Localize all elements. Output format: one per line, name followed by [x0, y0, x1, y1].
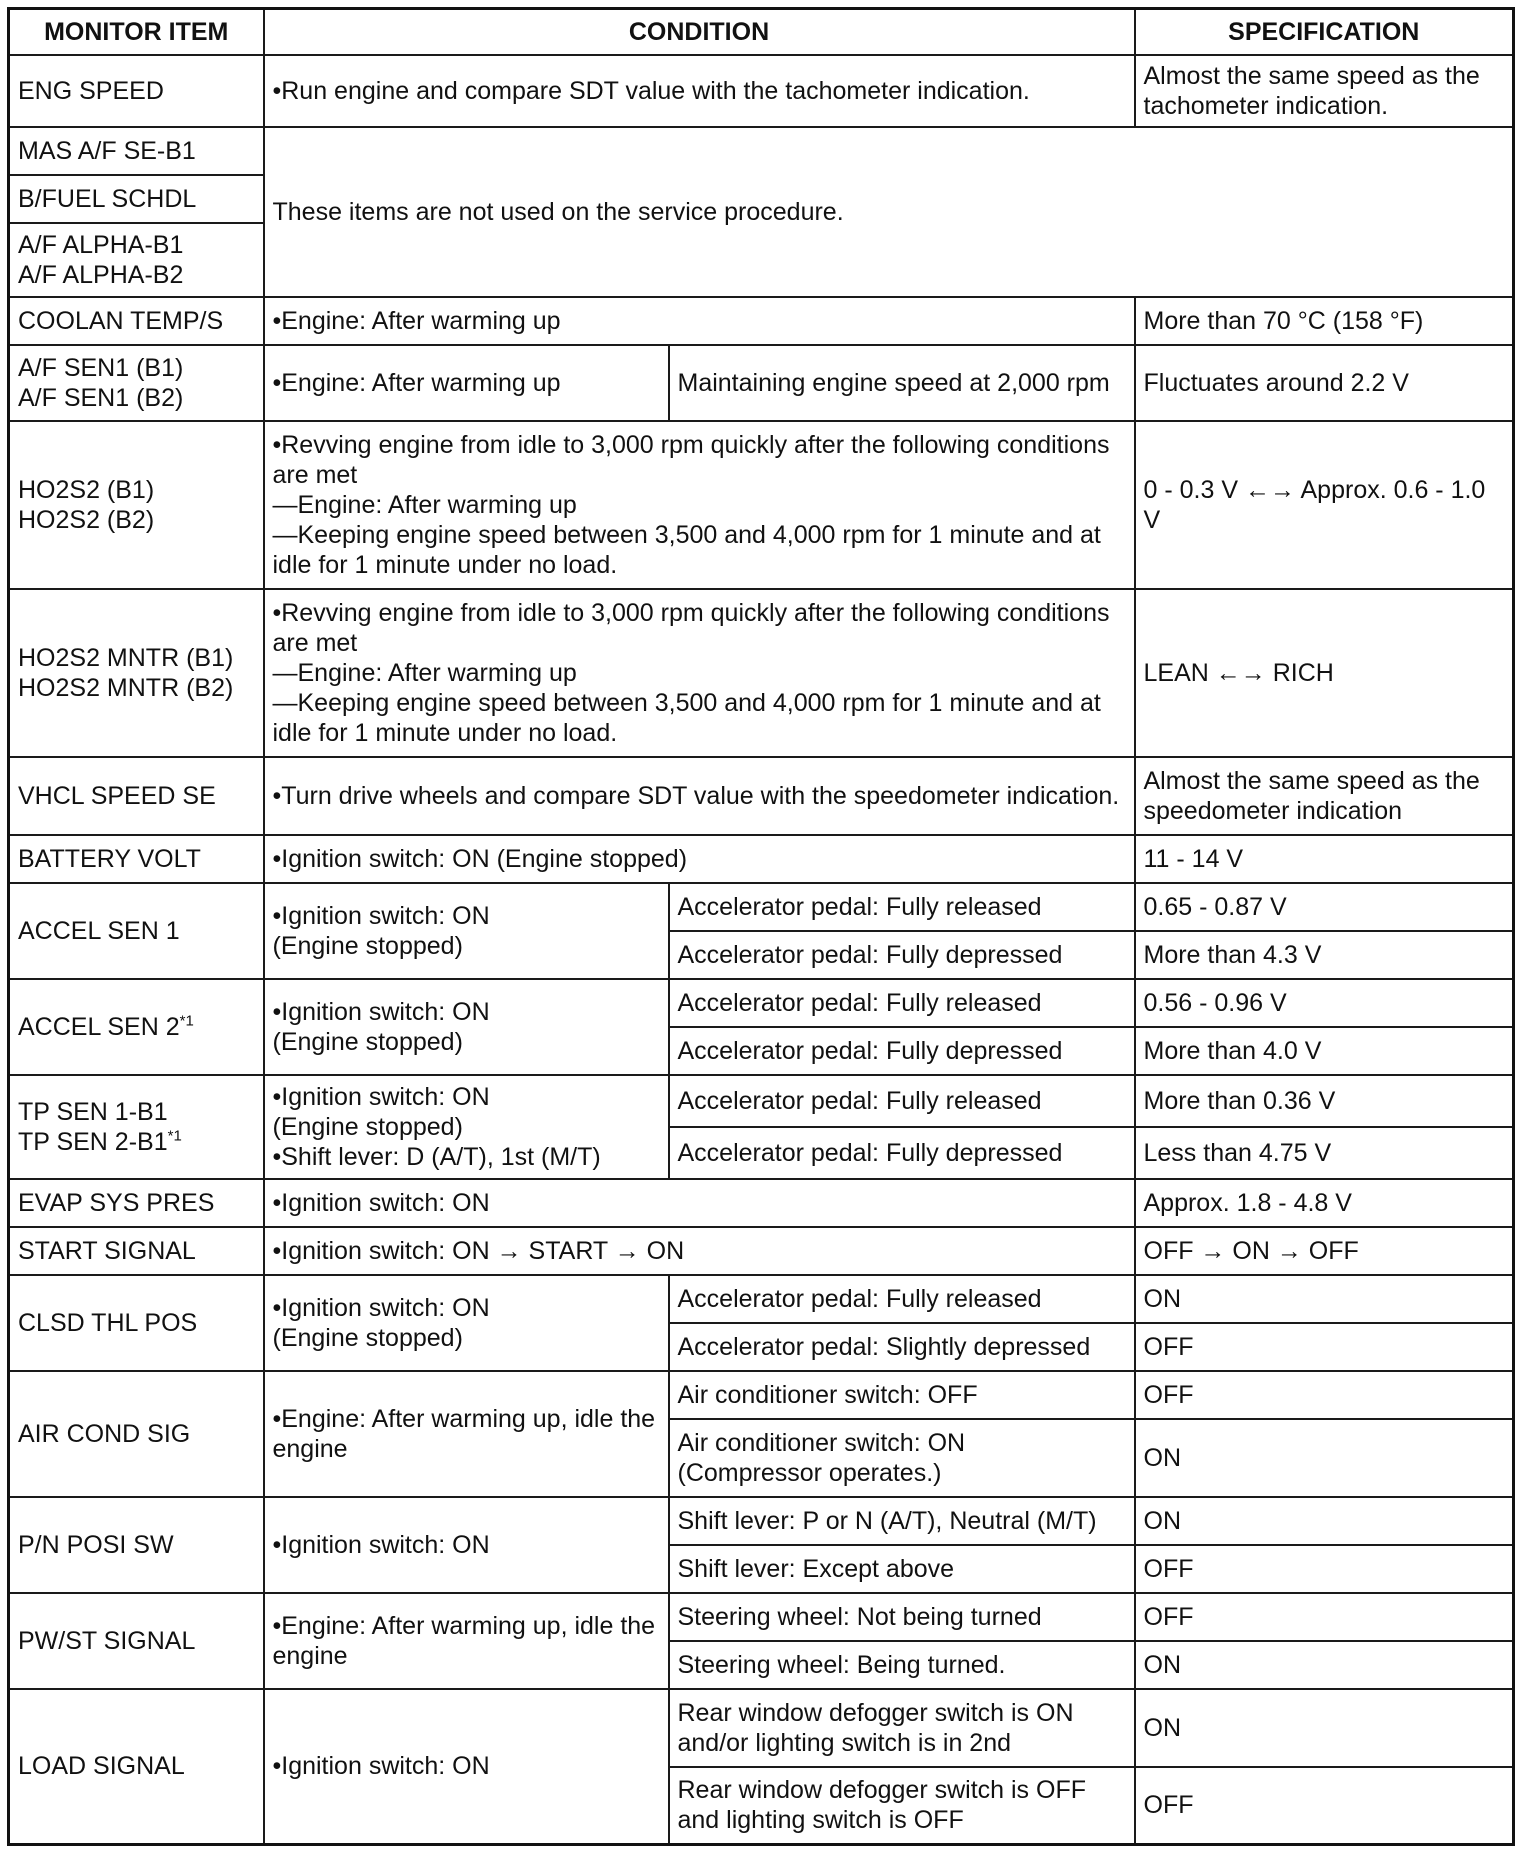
table-row: [9, 127, 1514, 175]
table-row: [9, 1497, 1514, 1545]
condition: •Turn drive wheels and compare SDT value with the speedometer indication.: [264, 757, 1135, 835]
table-row: [9, 1075, 1514, 1127]
monitor-item: HO2S2 (B1) HO2S2 (B2): [9, 421, 264, 589]
monitor-item: ACCEL SEN 1: [9, 883, 264, 979]
sub-condition: Maintaining engine speed at 2,000 rpm: [669, 345, 1135, 421]
sub-condition: Steering wheel: Being turned.: [669, 1641, 1135, 1689]
monitor-item: PW/ST SIGNAL: [9, 1593, 264, 1689]
monitor-item-text: TP SEN 1-B1: [18, 1097, 168, 1126]
table-row: [9, 1371, 1514, 1419]
condition: These items are not used on the service procedure.: [264, 127, 1514, 297]
monitor-item: P/N POSI SW: [9, 1497, 264, 1593]
specification: More than 0.36 V: [1135, 1075, 1514, 1127]
monitor-item: AIR COND SIG: [9, 1371, 264, 1497]
monitor-spec-table: [7, 7, 1515, 1846]
table-row: [9, 1179, 1514, 1227]
sub-condition: Accelerator pedal: Fully released: [669, 979, 1135, 1027]
condition: •Revving engine from idle to 3,000 rpm quickly after the following conditions are met —Engine: After warming up —Keeping engine speed between 3,500 and 4,000 rpm for 1 minute and at idle for 1 minute under no load.: [264, 421, 1135, 589]
sub-condition: Accelerator pedal: Fully depressed: [669, 931, 1135, 979]
specification: ON: [1135, 1275, 1514, 1323]
header-specification: SPECIFICATION: [1135, 9, 1514, 55]
specification: OFF: [1135, 1323, 1514, 1371]
specification: Fluctuates around 2.2 V: [1135, 345, 1514, 421]
condition: •Ignition switch: ON (Engine stopped) •Shift lever: D (A/T), 1st (M/T): [264, 1075, 669, 1179]
specification: ON: [1135, 1497, 1514, 1545]
specification: Almost the same speed as the speedometer indication: [1135, 757, 1514, 835]
table-row: [9, 1275, 1514, 1323]
specification: More than 4.3 V: [1135, 931, 1514, 979]
specification: More than 70 °C (158 °F): [1135, 297, 1514, 345]
monitor-item: B/FUEL SCHDL: [9, 175, 264, 223]
table-row: [9, 883, 1514, 931]
header-condition: CONDITION: [264, 9, 1135, 55]
monitor-item: COOLAN TEMP/S: [9, 297, 264, 345]
specification: ON: [1135, 1419, 1514, 1497]
sub-condition: Accelerator pedal: Fully released: [669, 1275, 1135, 1323]
table-row: [9, 421, 1514, 589]
condition: •Run engine and compare SDT value with the tachometer indication.: [264, 55, 1135, 127]
monitor-item: LOAD SIGNAL: [9, 1689, 264, 1845]
monitor-item: [9, 1075, 264, 1179]
sub-condition: Shift lever: Except above: [669, 1545, 1135, 1593]
specification: 11 - 14 V: [1135, 835, 1514, 883]
monitor-item: [9, 979, 264, 1075]
sub-condition: Rear window defogger switch is ON and/or lighting switch is in 2nd: [669, 1689, 1135, 1767]
sub-condition: Accelerator pedal: Fully depressed: [669, 1127, 1135, 1179]
specification: OFF → ON → OFF: [1135, 1227, 1514, 1275]
condition: •Revving engine from idle to 3,000 rpm quickly after the following conditions are met —Engine: After warming up —Keeping engine speed between 3,500 and 4,000 rpm for 1 minute and at idle for 1 minute under no load.: [264, 589, 1135, 757]
specification: 0 - 0.3 V ←→ Approx. 0.6 - 1.0 V: [1135, 421, 1514, 589]
monitor-item: BATTERY VOLT: [9, 835, 264, 883]
table-row: [9, 345, 1514, 421]
condition: •Ignition switch: ON (Engine stopped): [264, 979, 669, 1075]
monitor-item: CLSD THL POS: [9, 1275, 264, 1371]
specification: Almost the same speed as the tachometer indication.: [1135, 55, 1514, 127]
footnote-marker: *1: [179, 1012, 194, 1030]
table-row: [9, 297, 1514, 345]
monitor-item: START SIGNAL: [9, 1227, 264, 1275]
condition: •Ignition switch: ON: [264, 1689, 669, 1845]
monitor-item: EVAP SYS PRES: [9, 1179, 264, 1227]
footnote-marker: *1: [167, 1127, 182, 1145]
sub-condition: Accelerator pedal: Fully released: [669, 1075, 1135, 1127]
condition: •Engine: After warming up, idle the engine: [264, 1371, 669, 1497]
specification: ON: [1135, 1689, 1514, 1767]
table-row: [9, 835, 1514, 883]
specification: OFF: [1135, 1545, 1514, 1593]
table-row: [9, 1689, 1514, 1767]
monitor-item: HO2S2 MNTR (B1) HO2S2 MNTR (B2): [9, 589, 264, 757]
table-header-row: [9, 9, 1514, 55]
table-row: [9, 979, 1514, 1027]
monitor-item: VHCL SPEED SE: [9, 757, 264, 835]
specification: 0.56 - 0.96 V: [1135, 979, 1514, 1027]
specification: OFF: [1135, 1767, 1514, 1845]
sub-condition: Steering wheel: Not being turned: [669, 1593, 1135, 1641]
specification: LEAN ←→ RICH: [1135, 589, 1514, 757]
condition: •Ignition switch: ON (Engine stopped): [264, 1275, 669, 1371]
sub-condition: Accelerator pedal: Fully released: [669, 883, 1135, 931]
table-row: [9, 55, 1514, 127]
table-row: [9, 1227, 1514, 1275]
specification: OFF: [1135, 1371, 1514, 1419]
sub-condition: Air conditioner switch: OFF: [669, 1371, 1135, 1419]
condition: •Engine: After warming up, idle the engine: [264, 1593, 669, 1689]
header-monitor-item: MONITOR ITEM: [9, 9, 264, 55]
specification: 0.65 - 0.87 V: [1135, 883, 1514, 931]
sub-condition: Air conditioner switch: ON (Compressor operates.): [669, 1419, 1135, 1497]
monitor-item: A/F ALPHA-B1 A/F ALPHA-B2: [9, 223, 264, 297]
sub-condition: Rear window defogger switch is OFF and lighting switch is OFF: [669, 1767, 1135, 1845]
sub-condition: Accelerator pedal: Slightly depressed: [669, 1323, 1135, 1371]
table-row: [9, 589, 1514, 757]
monitor-item-text: TP SEN 2-B1: [18, 1127, 168, 1156]
condition: •Ignition switch: ON (Engine stopped): [264, 835, 1135, 883]
condition: •Ignition switch: ON (Engine stopped): [264, 883, 669, 979]
table-row: [9, 757, 1514, 835]
condition: •Engine: After warming up: [264, 345, 669, 421]
monitor-item: ENG SPEED: [9, 55, 264, 127]
monitor-item-text: ACCEL SEN 2: [18, 1012, 180, 1041]
condition: •Ignition switch: ON: [264, 1497, 669, 1593]
monitor-item: A/F SEN1 (B1) A/F SEN1 (B2): [9, 345, 264, 421]
specification: Approx. 1.8 - 4.8 V: [1135, 1179, 1514, 1227]
condition: •Engine: After warming up: [264, 297, 1135, 345]
specification: ON: [1135, 1641, 1514, 1689]
sub-condition: Shift lever: P or N (A/T), Neutral (M/T): [669, 1497, 1135, 1545]
specification: More than 4.0 V: [1135, 1027, 1514, 1075]
spec-table-container: [7, 7, 1512, 1846]
condition: •Ignition switch: ON: [264, 1179, 1135, 1227]
sub-condition: Accelerator pedal: Fully depressed: [669, 1027, 1135, 1075]
monitor-item: MAS A/F SE-B1: [9, 127, 264, 175]
specification: OFF: [1135, 1593, 1514, 1641]
table-row: [9, 1593, 1514, 1641]
condition: •Ignition switch: ON → START → ON: [264, 1227, 1135, 1275]
specification: Less than 4.75 V: [1135, 1127, 1514, 1179]
